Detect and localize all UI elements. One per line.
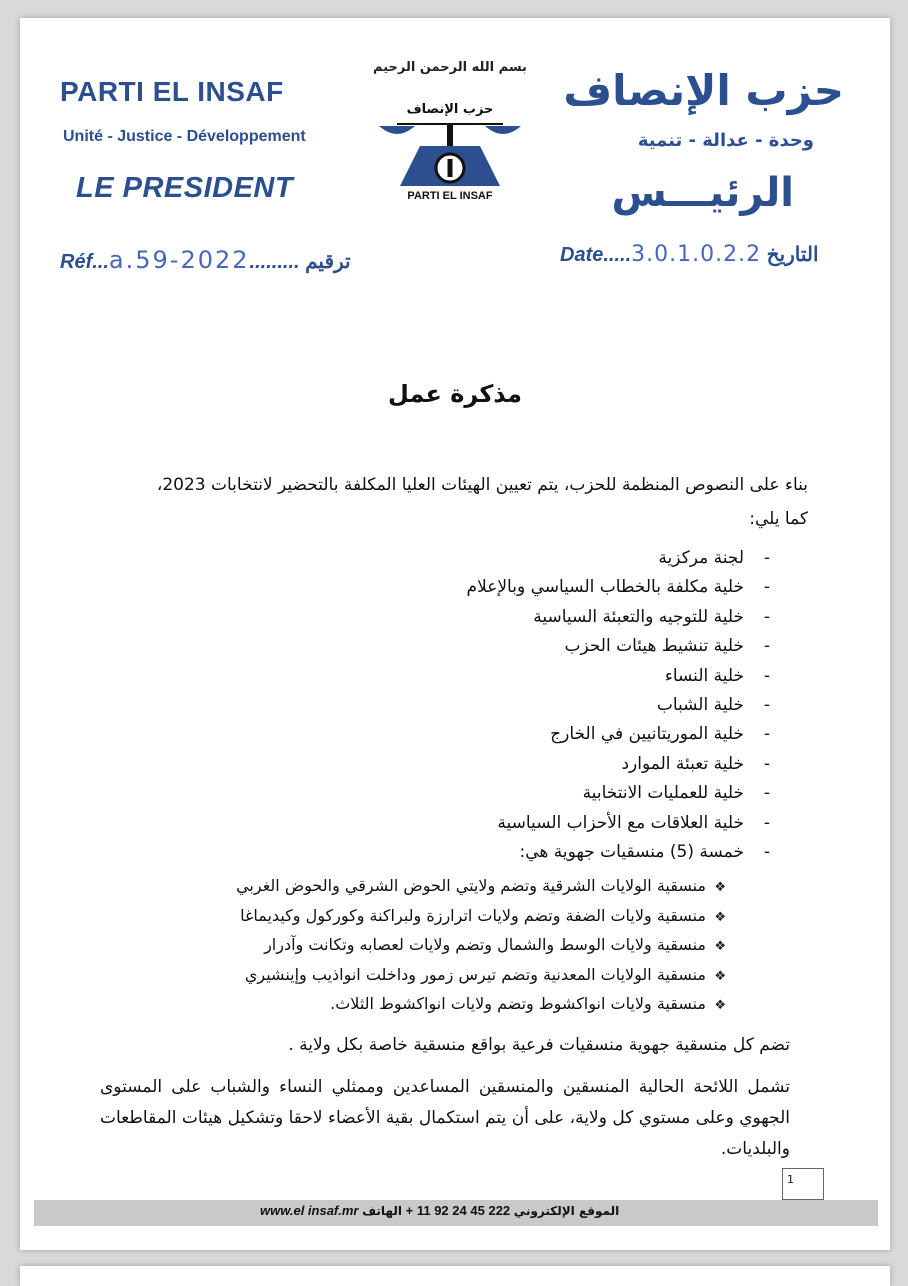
- fr-party-name: PARTI EL INSAF: [60, 76, 284, 107]
- diamond-bullet-icon: ❖: [714, 939, 726, 955]
- ref-handwritten-number: a.59-2022: [108, 246, 250, 274]
- next-page-edge: [20, 1266, 890, 1286]
- party-logo-scale-icon: [375, 116, 525, 192]
- document-title: مذكرة عمل: [387, 380, 523, 408]
- current-list-paragraph: تشمل اللائحة الحالية المنسقين والمنسقين المساعدين وممثلي النساء والشباب على المستوى الجهوي وعلى مستوي كل ولاية، على أن يتم استكمال بقية الأعضاء لاحقا وتشكيل هيئات المقاطعات والبلديات.: [100, 1077, 790, 1159]
- footer-website-label: الموقع الإلكتروني: [513, 1204, 620, 1218]
- page-number: 1: [787, 1173, 794, 1186]
- list-item: -لجنة مركزية: [658, 548, 770, 568]
- list-item: -خلية للعمليات الانتخابية: [582, 783, 770, 804]
- diamond-bullet-icon: ❖: [714, 880, 726, 895]
- footer-phone: 222 45 24 92 11 +: [405, 1203, 511, 1218]
- diamond-bullet-icon: ❖: [714, 968, 726, 984]
- basmala: بسم الله الرحمن الرحيم: [373, 60, 527, 75]
- list-item: -خمسة (5) منسقيات جهوية هي:: [519, 841, 770, 862]
- diamond-bullet-icon: ❖: [714, 909, 726, 925]
- ref-dots: .........: [249, 251, 300, 273]
- list-item: -خلية الشباب: [656, 694, 770, 715]
- ar-party-name: حزب الإنصاف: [563, 66, 844, 115]
- footer-contact: [260, 1203, 619, 1218]
- ar-slogan: وحدة - عدالة - تنمية: [637, 130, 814, 151]
- list-item: ❖منسقية الولايات المعدنية وتضم تيرس زمور وداخلت انواذيب وإينشيري: [236, 960, 726, 990]
- diamond-bullet-icon: ❖: [714, 998, 726, 1014]
- fr-president-title: LE PRESIDENT: [76, 172, 294, 204]
- footer-website: www.el insaf.mr: [260, 1203, 359, 1218]
- list-item: -خلية للتوجيه والتعبئة السياسية: [533, 606, 770, 627]
- date-line: [560, 242, 819, 267]
- list-item: -خلية مكلفة بالخطاب السياسي وبالإعلام: [466, 577, 770, 598]
- list-item: ❖منسقية الولايات الشرقية وتضم ولايتي الحوض الشرقي والحوض الغربي: [236, 871, 726, 901]
- date-arabic-label: التاريخ: [766, 244, 819, 266]
- fr-slogan: Unité - Justice - Développement: [63, 128, 306, 145]
- list-item: -خلية تعبئة الموارد: [621, 753, 770, 774]
- footer-phone-label: الهاتف: [362, 1204, 402, 1218]
- list-item: -خلية الموريتانيين في الخارج: [550, 724, 770, 745]
- reference-line: [60, 246, 351, 274]
- document-page: [20, 18, 890, 1250]
- list-item: -خلية العلاقات مع الأحزاب السياسية: [497, 812, 770, 833]
- list-item: -خلية النساء: [664, 665, 770, 686]
- ref-arabic-label: ترقيم: [305, 251, 351, 273]
- ref-label: Réf...: [60, 251, 109, 273]
- bodies-list: [467, 544, 770, 867]
- regions-list: [236, 871, 726, 1019]
- list-item: -خلية تنشيط هيئات الحزب: [564, 636, 770, 657]
- list-item: ❖منسقية ولايات الضفة وتضم ولايات اترارزة ولبراكنة وكوركول وكيديماغا: [236, 901, 726, 931]
- date-label: Date.....: [560, 244, 632, 266]
- ar-president-title: الرئيـــس: [611, 170, 794, 216]
- page-number-box: [782, 1168, 824, 1200]
- list-item: ❖منسقية ولايات الوسط والشمال وتضم ولايات لعصابه وتكانت وآدرار: [236, 930, 726, 960]
- intro-paragraph: بناء على النصوص المنظمة للحزب، يتم تعيين الهيئات العليا المكلفة بالتحضير لانتخابات 2023، كما يلي:: [156, 475, 808, 529]
- date-handwritten: 3.0.1.0.2.2: [631, 242, 762, 267]
- list-item: ❖منسقية ولايات انواكشوط وتضم ولايات انواكشوط الثلاث.: [236, 989, 726, 1019]
- sub-coordination-paragraph: تضم كل منسقية جهوية منسقيات فرعية بواقع منسقية خاصة بكل ولاية .: [288, 1035, 790, 1055]
- logo-arabic-name: حزب الإنصاف: [406, 102, 494, 117]
- logo-latin-name: PARTI EL INSAF: [407, 190, 493, 202]
